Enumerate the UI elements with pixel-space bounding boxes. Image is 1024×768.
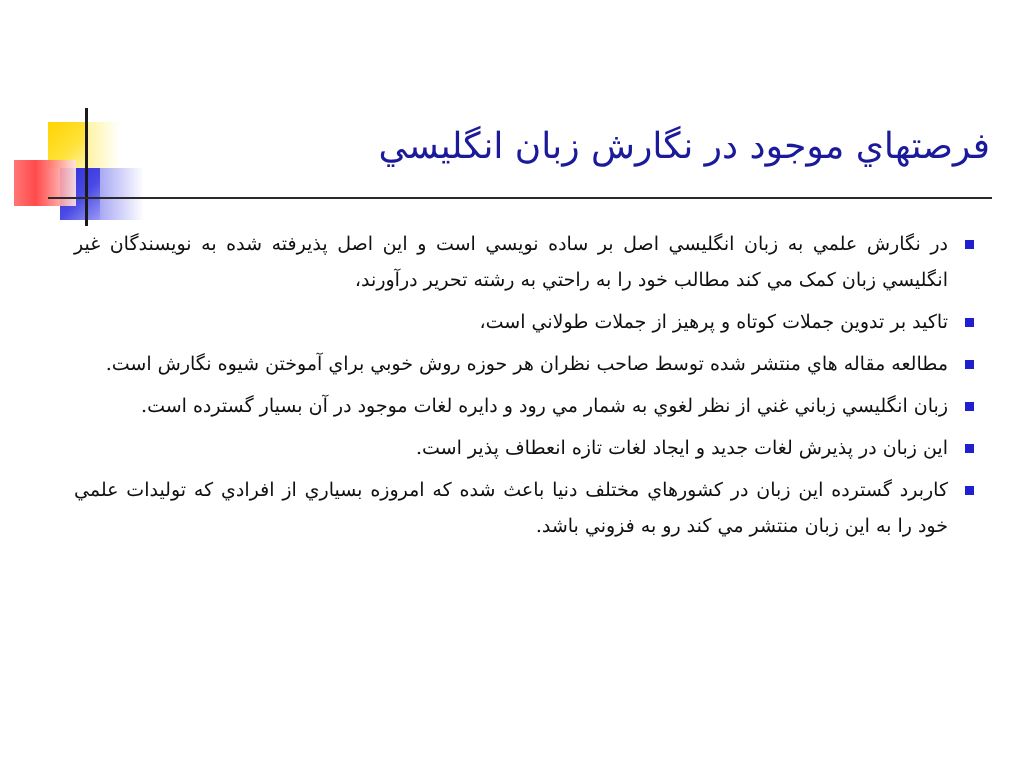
square-bullet-icon bbox=[965, 444, 974, 453]
decor-vertical-line bbox=[85, 108, 88, 226]
slide-title: فرصتهاي موجود در نگارش زبان انگليسي bbox=[378, 126, 990, 167]
bullet-item bbox=[74, 304, 982, 340]
bullet-text: در نگارش علمي به زبان انگليسي اصل بر ساده نويسي است و اين اصل پذيرفته شده به نويسندگان غير انگليسي زبان كمک مي كند مطالب خود را به راحتي به رشته تحرير درآورند، bbox=[74, 233, 948, 291]
square-bullet-icon bbox=[965, 318, 974, 327]
bullet-item bbox=[74, 472, 982, 544]
decor-red-bar bbox=[14, 160, 76, 206]
square-bullet-icon bbox=[965, 402, 974, 411]
bullet-text: اين زبان در پذيرش لغات جديد و ايجاد لغات تازه انعطاف پذير است. bbox=[415, 437, 948, 459]
bullet-item bbox=[74, 430, 982, 466]
square-bullet-icon bbox=[965, 240, 974, 249]
bullet-text: زبان انگليسي زباني غني از نظر لغوي به شمار مي رود و دايره لغات موجود در آن بسيار گسترده است. bbox=[141, 395, 948, 417]
title-divider bbox=[48, 197, 992, 199]
decor-blue-fade bbox=[100, 168, 144, 220]
square-bullet-icon bbox=[965, 360, 974, 369]
bullet-item bbox=[74, 226, 982, 298]
bullet-list bbox=[74, 226, 982, 550]
decor-yellow-fade bbox=[86, 122, 120, 168]
square-bullet-icon bbox=[965, 486, 974, 495]
bullet-text: تاكيد بر تدوين جملات كوتاه و پرهيز از جملات طولاني است، bbox=[479, 311, 948, 333]
bullet-item bbox=[74, 346, 982, 382]
bullet-item bbox=[74, 388, 982, 424]
bullet-text: مطالعه مقاله هاي منتشر شده توسط صاحب نظران هر حوزه روش خوبي براي آموختن شيوه نگارش است. bbox=[105, 353, 948, 375]
bullet-text: كاربرد گسترده اين زبان در كشورهاي مختلف دنيا باعث شده كه امروزه بسياري از افرادي كه توليدات علمي خود را به اين زبان منتشر مي كند رو به فزوني باشد. bbox=[74, 479, 948, 537]
